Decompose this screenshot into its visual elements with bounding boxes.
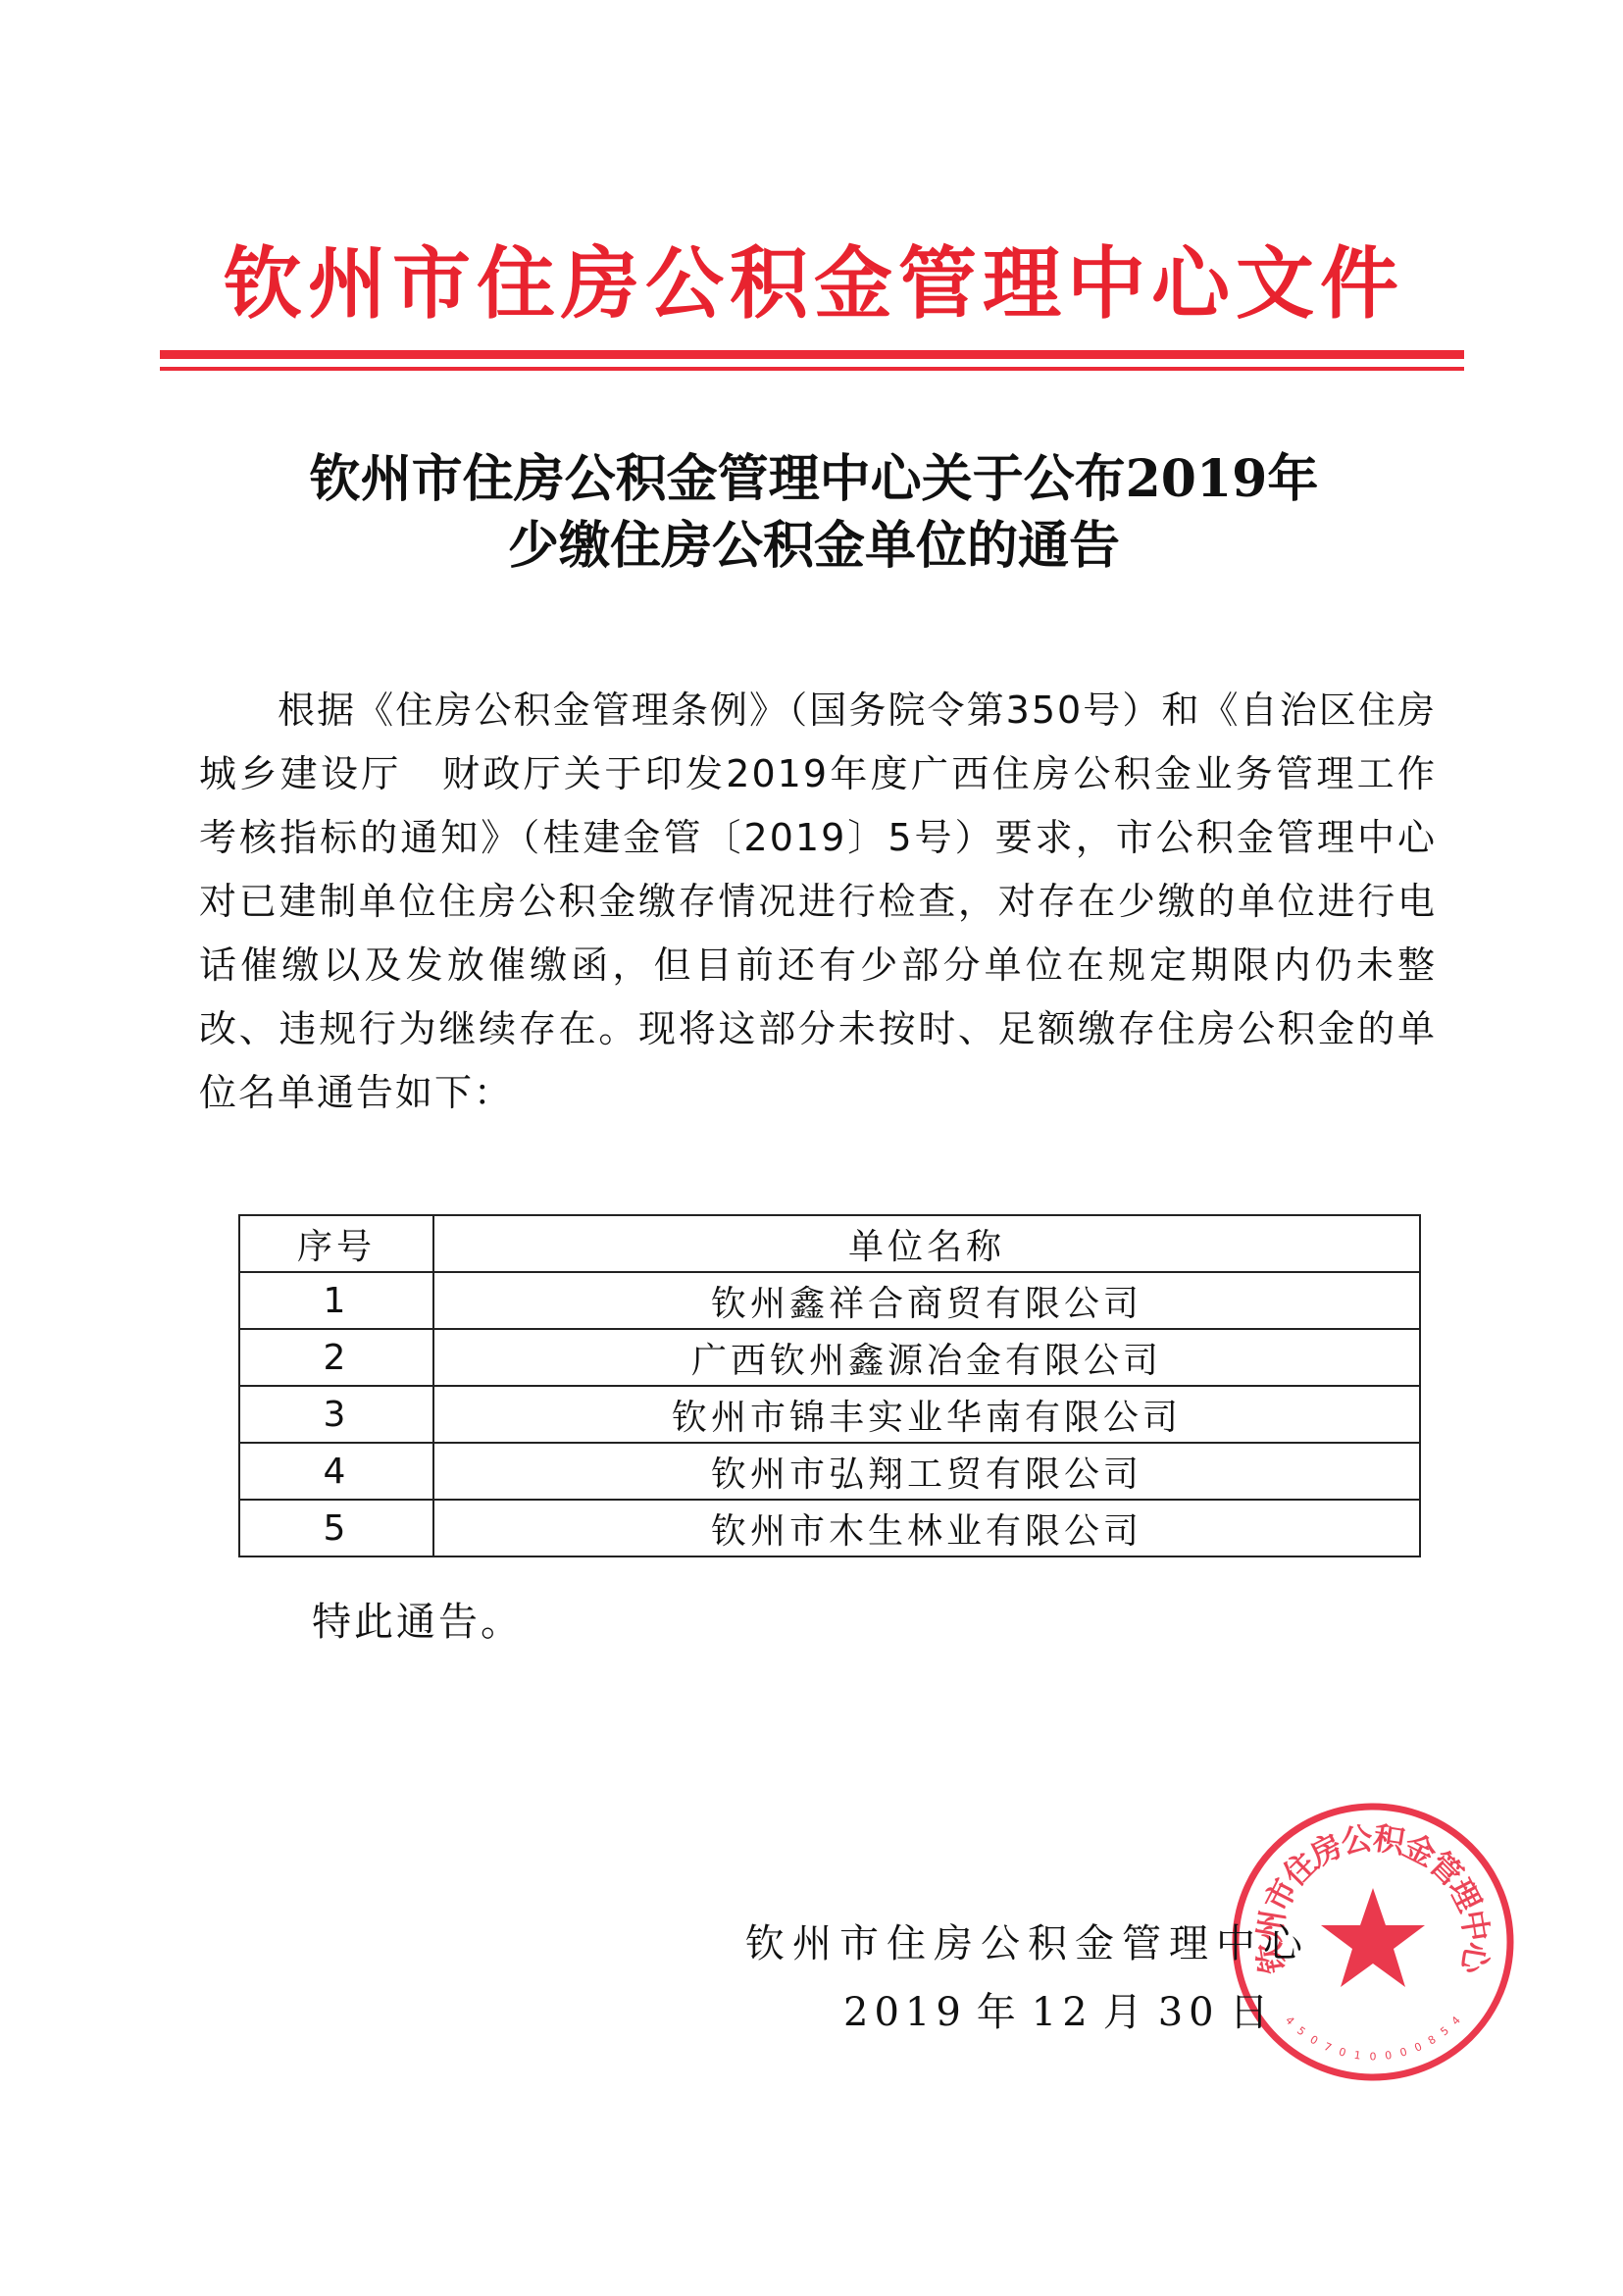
title-line-2: 少缴住房公积金单位的通告 [507, 516, 1120, 576]
units-table [238, 1214, 1421, 1557]
table-row [239, 1386, 1420, 1443]
table-row [239, 1272, 1420, 1329]
masthead-rule-thick [160, 350, 1464, 359]
table-header-row [239, 1215, 1420, 1272]
document-title [157, 446, 1471, 580]
header-unit-name: 单位名称 [433, 1215, 1420, 1272]
cell-serial: 4 [239, 1443, 433, 1500]
cell-serial: 5 [239, 1500, 433, 1556]
header-serial: 序号 [239, 1215, 433, 1272]
date-year-unit: 年 [976, 1990, 1022, 2035]
top-edge-red-mark [98, 0, 255, 2]
cell-serial: 3 [239, 1386, 433, 1443]
date-month-unit: 月 [1102, 1990, 1148, 2035]
cell-unit-name: 钦州市木生林业有限公司 [433, 1500, 1420, 1556]
cell-unit-name: 广西钦州鑫源冶金有限公司 [433, 1329, 1420, 1386]
document-masthead: 钦州市住房公积金管理中心文件 [224, 238, 1404, 330]
cell-serial: 2 [239, 1329, 433, 1386]
date-day: 30 [1157, 1990, 1220, 2035]
title-line-1: 钦州市住房公积金管理中心关于公布2019年 [309, 449, 1319, 509]
date-month: 12 [1031, 1990, 1093, 2035]
cell-unit-name: 钦州市锦丰实业华南有限公司 [433, 1386, 1420, 1443]
table-row [239, 1500, 1420, 1556]
signature-organization: 钦州市住房公积金管理中心 [745, 1921, 1310, 1966]
masthead-rule-thin [160, 367, 1464, 371]
table-row [239, 1329, 1420, 1386]
signature-date [843, 1981, 1285, 2037]
cell-unit-name: 钦州鑫祥合商贸有限公司 [433, 1272, 1420, 1329]
body-paragraph: 根据《住房公积金管理条例》（国务院令第350号）和《自治区住房城乡建设厅 财政厅关于印发2019年度广西住房公积金业务管理工作考核指标的通知》（桂建金管〔2019〕5号）要求，市公积金管理中心对已建制单位住房公积金缴存情况进行检查，对存在少缴的单位进行电话催缴以及发放催缴函，但目前还有少部分单位在规定期限内仍未整改、违规行为继续存在。现将这部分未按时、足额缴存住房公积金的单位名单通告如下： [199, 689, 1437, 1114]
body-text [199, 679, 1437, 1189]
closing-text: 特此通告。 [312, 1600, 523, 1645]
cell-serial: 1 [239, 1272, 433, 1329]
cell-unit-name: 钦州市弘翔工贸有限公司 [433, 1443, 1420, 1500]
table-row [239, 1443, 1420, 1500]
date-year: 2019 [843, 1990, 967, 2035]
date-day-unit: 日 [1229, 1990, 1275, 2035]
